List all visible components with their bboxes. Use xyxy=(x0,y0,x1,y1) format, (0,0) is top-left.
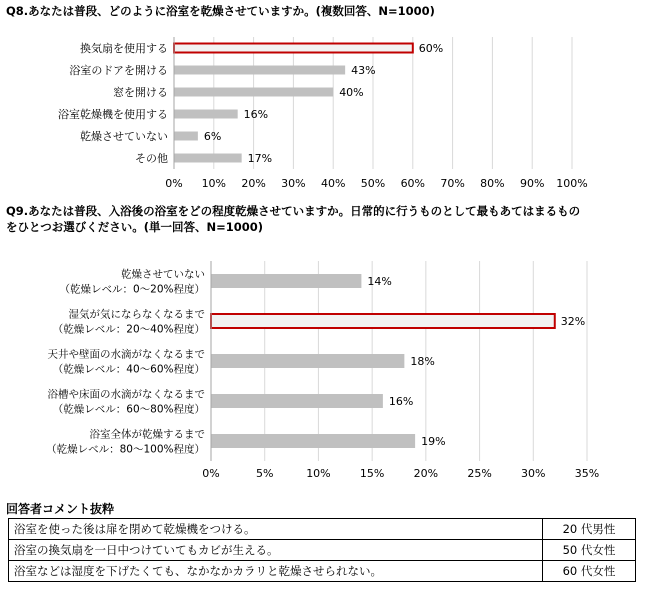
x-tick-label: 30% xyxy=(281,177,306,190)
category-label: （乾燥レベル：0～20%程度） xyxy=(59,283,205,296)
q9-title-line-1: Q9.あなたは普段、入浴後の浴室をどの程度乾燥させていますか。日常的に行うものとして最もあてはまるもの xyxy=(6,204,581,218)
table-row xyxy=(9,519,636,540)
bar xyxy=(211,434,415,448)
q9-title-line-2: をひとつお選びください。(単一回答、N=1000) xyxy=(6,220,264,234)
bar xyxy=(211,394,383,408)
data-label: 14% xyxy=(367,275,392,288)
category-label: 換気扇を使用する xyxy=(80,42,168,55)
x-tick-label: 10% xyxy=(306,467,331,480)
comment-text: 浴室を使った後は扉を閉めて乾燥機をつける。 xyxy=(9,519,543,540)
comment-text: 浴室の換気扇を一日中つけていてもカビが生える。 xyxy=(9,540,543,561)
x-tick-label: 70% xyxy=(440,177,465,190)
data-label: 40% xyxy=(339,86,364,99)
data-label: 6% xyxy=(203,130,222,143)
comments-title: 回答者コメント抜粋 xyxy=(6,502,115,516)
respondent: 50 代女性 xyxy=(543,540,636,561)
category-label: 天井や壁面の水滴がなくなるまで xyxy=(47,348,205,361)
data-label: 18% xyxy=(410,355,435,368)
category-label: 湿気が気にならなくなるまで xyxy=(68,308,205,321)
x-tick-label: 20% xyxy=(241,177,266,190)
category-label: 浴室のドアを開ける xyxy=(69,64,168,77)
category-label: 乾燥させていない xyxy=(121,268,205,281)
x-tick-label: 25% xyxy=(467,467,492,480)
table-row xyxy=(9,561,636,582)
category-label: 浴室乾燥機を使用する xyxy=(58,108,168,121)
x-tick-label: 40% xyxy=(320,177,346,190)
x-tick-label: 100% xyxy=(556,177,588,190)
category-label: 乾燥させていない xyxy=(80,130,168,143)
category-label: 窓を開ける xyxy=(113,86,168,99)
category-label: （乾燥レベル：40～60%程度） xyxy=(52,363,205,376)
category-label: その他 xyxy=(135,152,168,165)
respondent: 20 代男性 xyxy=(543,519,636,540)
data-label: 32% xyxy=(560,315,586,328)
bar xyxy=(211,354,404,368)
x-tick-label: 15% xyxy=(359,467,385,480)
comment-text: 浴室などは湿度を下げたくても、なかなかカラリと乾燥させられない。 xyxy=(9,561,543,582)
x-tick-label: 0% xyxy=(165,177,183,190)
x-tick-label: 20% xyxy=(413,467,439,480)
x-tick-label: 60% xyxy=(400,177,426,190)
category-label: 浴槽や床面の水滴がなくなるまで xyxy=(47,388,205,401)
data-label: 16% xyxy=(243,108,269,121)
x-tick-label: 80% xyxy=(480,177,505,190)
x-tick-label: 5% xyxy=(255,467,274,480)
bar xyxy=(211,274,361,288)
x-tick-label: 50% xyxy=(360,177,386,190)
data-label: 17% xyxy=(247,152,273,165)
x-tick-label: 0% xyxy=(202,467,220,480)
data-label: 43% xyxy=(351,64,376,77)
category-label: （乾燥レベル：20～40%程度） xyxy=(52,323,205,336)
table-row xyxy=(9,540,636,561)
respondent: 60 代女性 xyxy=(543,561,636,582)
bar xyxy=(211,314,555,328)
x-tick-label: 90% xyxy=(519,177,545,190)
x-tick-label: 10% xyxy=(201,177,227,190)
data-label: 19% xyxy=(421,435,446,448)
category-label: （乾燥レベル：60～80%程度） xyxy=(52,403,205,416)
comments-table xyxy=(8,518,636,582)
x-tick-label: 30% xyxy=(521,467,546,480)
x-tick-label: 35% xyxy=(574,467,600,480)
category-label: 浴室全体が乾燥するまで xyxy=(89,428,205,441)
category-label: （乾燥レベル：80～100%程度） xyxy=(46,443,205,456)
q8-title: Q8.あなたは普段、どのように浴室を乾燥させていますか。(複数回答、N=1000) xyxy=(6,4,435,18)
data-label: 60% xyxy=(418,42,444,55)
data-label: 16% xyxy=(388,395,414,408)
